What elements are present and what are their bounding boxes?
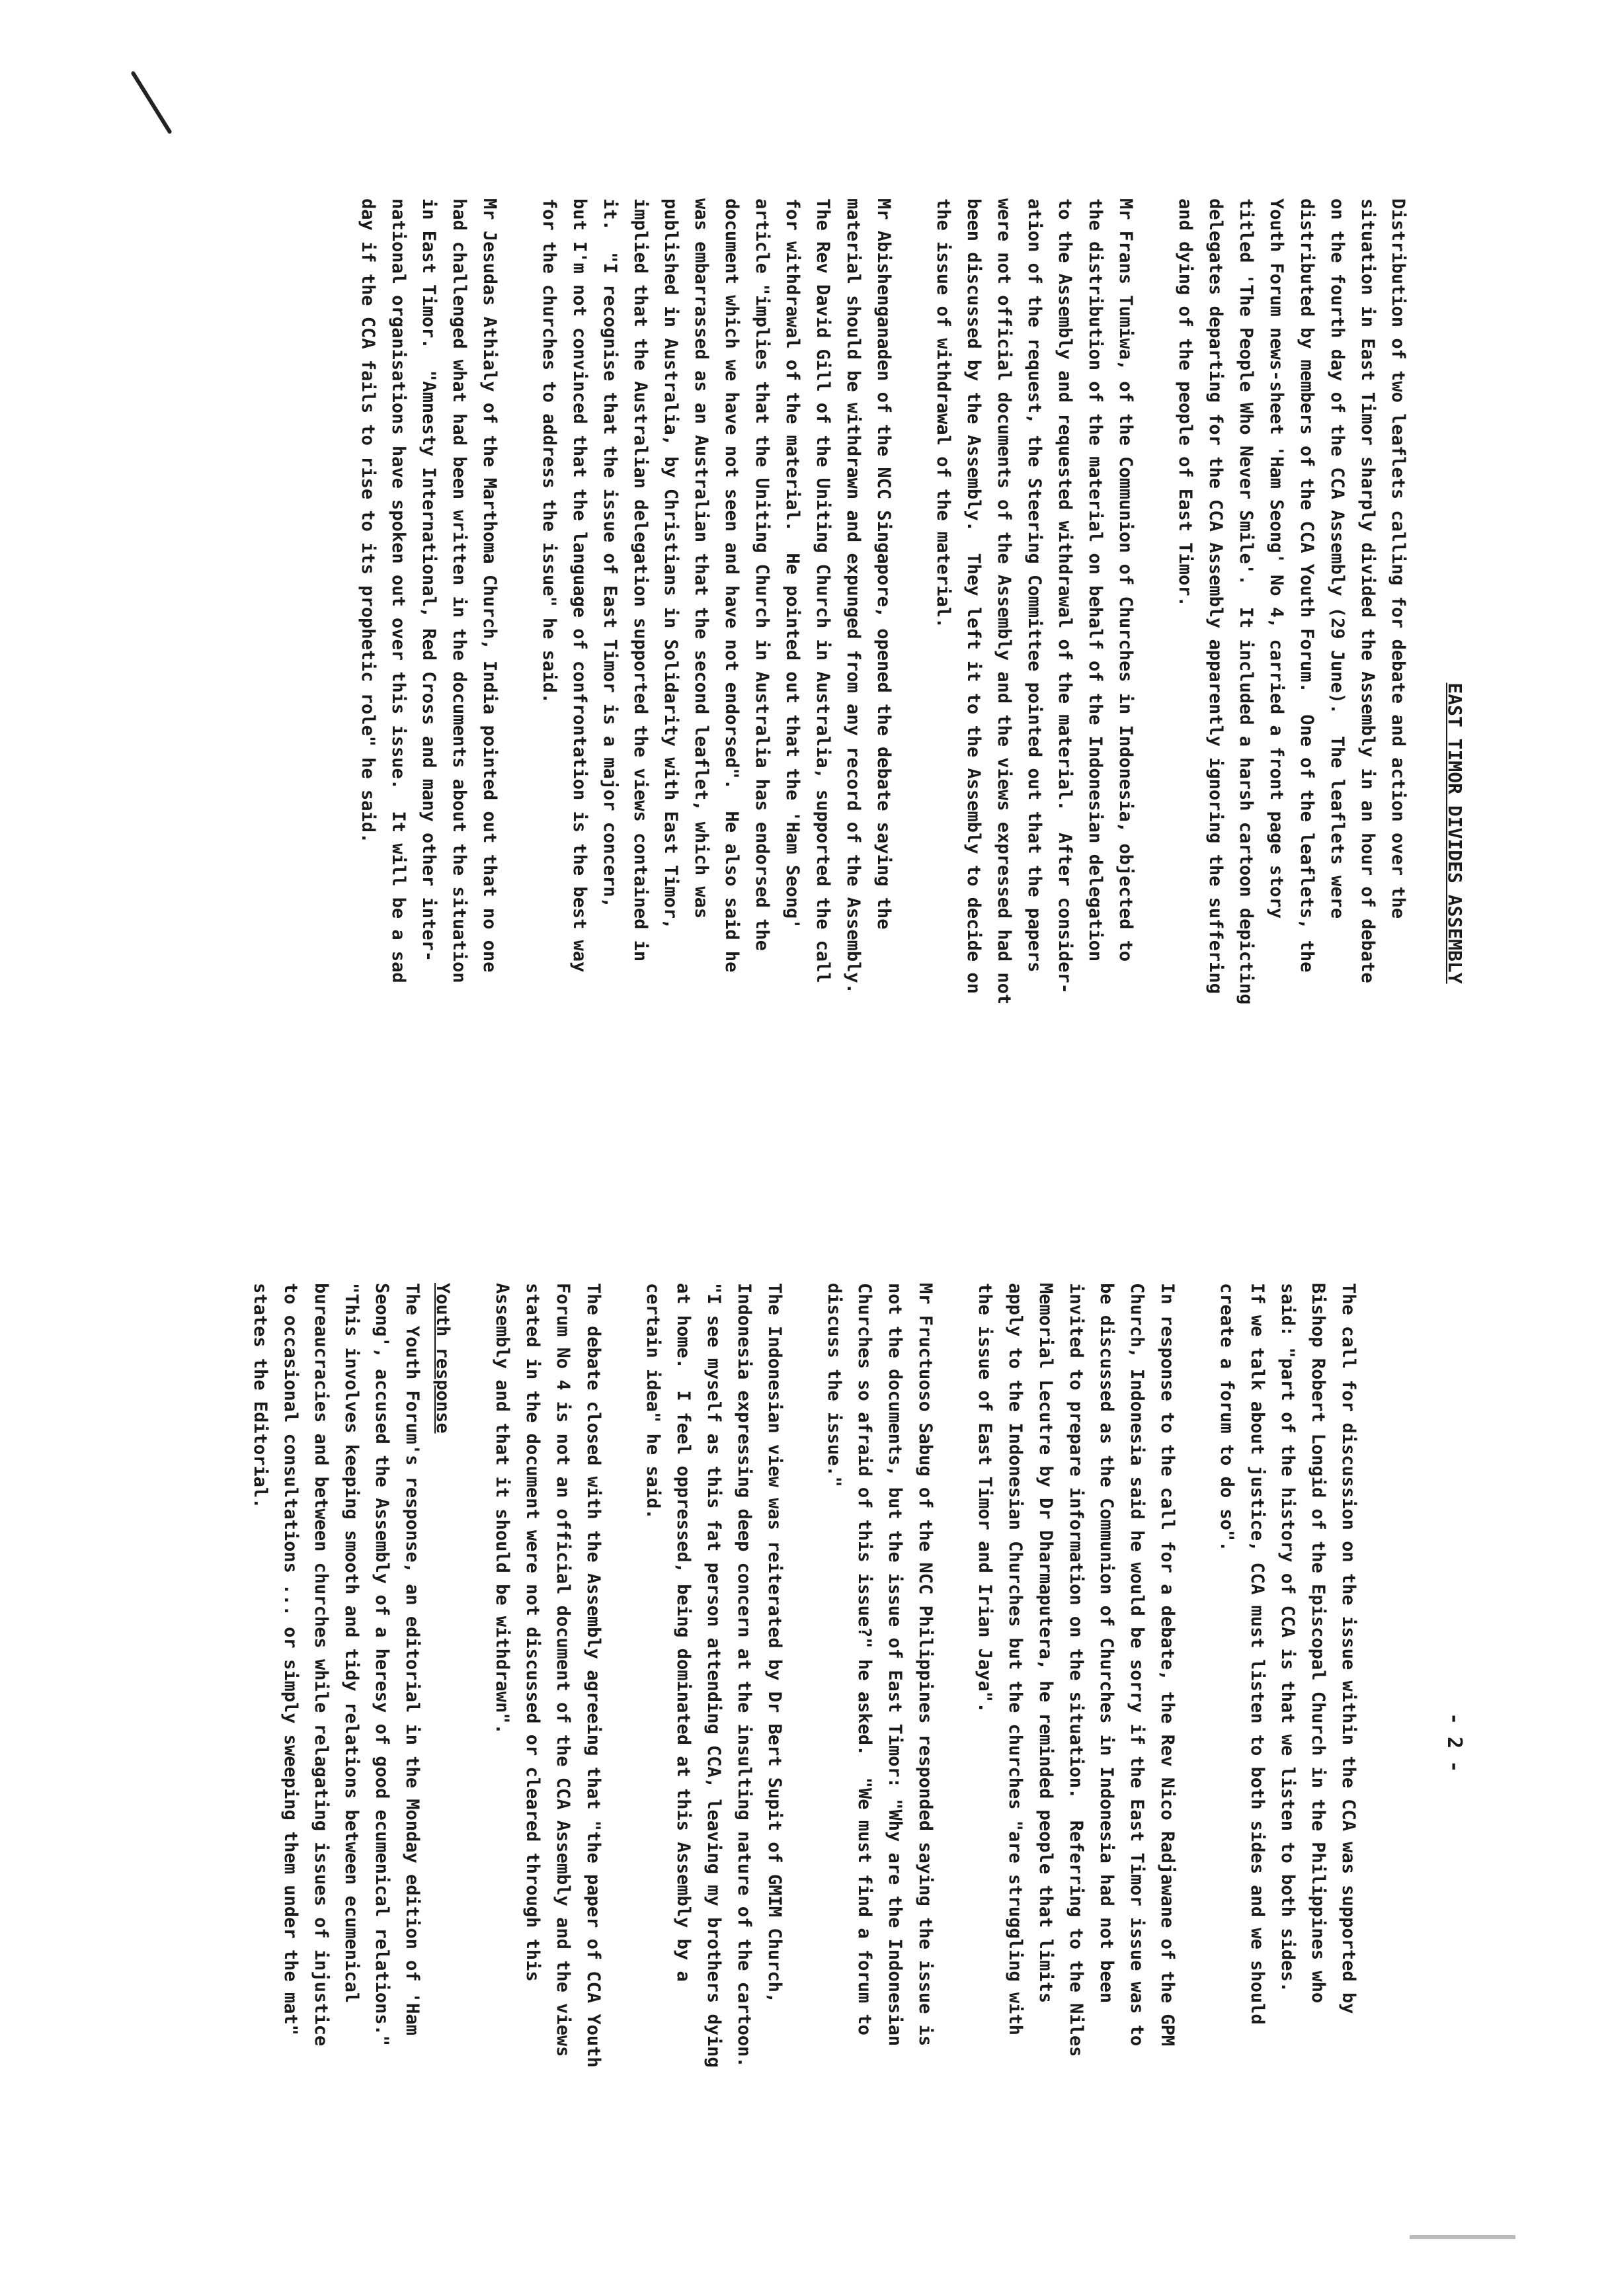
paragraph-tumiwa: Mr Frans Tumiwa, of the Communion of Churches in Indonesia, objected to the distribution of the material on behalf of the Indonesian delegation to the Assembly and requested withdrawal of the material. After consider- ation of the request, the Steering Committee pointed out that the papers were not official documents of the Assembly and the views expressed had not been discussed by the Assembly. They left it to the Assembly to decide on the issue of withdrawal of the material.: [933, 198, 1136, 1005]
pen-mark: [130, 71, 172, 134]
paragraph-sabug: Mr Fructuoso Sabug of the NCC Philippines responded saying the issue is not the documents, but the issue of East Timor: "Why are the Indonesian Churches so afraid of this issue?" he asked. "We must find a forum to discuss the issue.": [824, 1283, 936, 2047]
page-title: EAST TIMOR DIVIDES ASSEMBLY: [1444, 682, 1466, 984]
paragraph-debate-closed: The debate closed with the Assembly agreeing that "the paper of CCA Youth Forum No 4 is not an official document of the CCA Assembly and the views stated in the document were not discussed or cleared through this Assembly and that it should be withdrawn".: [492, 1283, 604, 2068]
paragraph-longid: The call for discussion on the issue within the CCA was supported by Bishop Robert Longid of the Episcopal Church in the Philippines who said: "part of the history of CCA is that we listen to both sides. If we talk about justice, CCA must listen to both sides and we should create a forum to do so".: [1217, 1283, 1359, 2025]
paragraph-abishenganaden: Mr Abishenganaden of the NCC Singapore, opened the debate saying the material should be withdrawn and expunged from any record of the Assembly. The Rev David Gill of the Uniting Church in Australia, supported the call for withdrawal of the material. He pointed out that the 'Ham Seong' article "implies that the Uniting Church in Australia has endorsed the document which we have not seen and have not endorsed". He also said he was embarrassed as an Australian that the second leaflet, which was published in Australia, by Christians in Solidarity with East Timor, implied that the Australian delegation supported the views contained in it. "I recognise that the issue of East Timor is a major concern, but I'm not convinced that the language of confrontation is the best way for the churches to address the issue" he said.: [539, 198, 894, 994]
youth-response-text: The Youth Forum's response, an editorial in the Monday edition of 'Ham Seong', accused the Assembly of a heresy of good ecumenical relations." "This involves keeping smooth and tidy relations between ecumenical bureaucracies and between churches while relagating issues of injustice to occasional consultations ... or simply sweeping them under the mat" states the Editorial.: [250, 1283, 422, 2047]
right-column: [216, 1283, 1363, 2182]
scan-edge-line: [1410, 2235, 1515, 2239]
paragraph-athialy: Mr Jesudas Athialy of the Marthoma Church, India pointed out that no one had challenged what had been written in the documents about the situation in East Timor. "Amnesty International, Red Cross and many other inter- national organisations have spoken out over this issue. It will be a sad day if the CCA fails to rise to its prophetic role" he said.: [358, 198, 500, 983]
page-number: - 2 -: [1443, 1713, 1466, 1773]
paragraph-supit: The Indonesian view was reiterated by Dr Bert Supit of GMIM Church, Indonesia expressing deep concern at the insulting nature of the cartoon. "I see myself as this fat person attending CCA, leaving my brothers dying at home. I feel oppressed, being dominated at this Assembly by a certain idea" he said.: [643, 1283, 785, 2068]
paragraph-leaflets: Distribution of two leaflets calling for debate and action over the situation in East Timor sharply divided the Assembly in an hour of debate on the fourth day of the CCA Assembly (29 June). The leaflets were distributed by members of the CCA Youth Forum. One of the leaflets, the Youth Forum news-sheet 'Ham Seong' No 4, carried a front page story titled 'The People Who Never Smile'. It included a harsh cartoon depicting delegates departing for the CCA Assembly apparently ignoring the suffering and dying of the people of East Timor.: [1175, 198, 1408, 1005]
youth-response-heading: Youth response: [432, 1283, 453, 1434]
youth-response-section: [245, 1283, 458, 2182]
paragraph-radjawane: In response to the call for a debate, the Rev Nico Radjawane of the GPM Church, Indonesia said he would be sorry if the East Timor issue was to be discussed as the Communion of Churches in Indonesia had not been invited to prepare information on the situation. Referring to the Niles Memorial Lecutre by Dr Dharmaputera, he reminded people that limits apply to the Indonesian Churches but the churches "are struggling with the issue of East Timor and Irian Jaya".: [975, 1283, 1178, 2057]
left-column: [323, 198, 1413, 1124]
